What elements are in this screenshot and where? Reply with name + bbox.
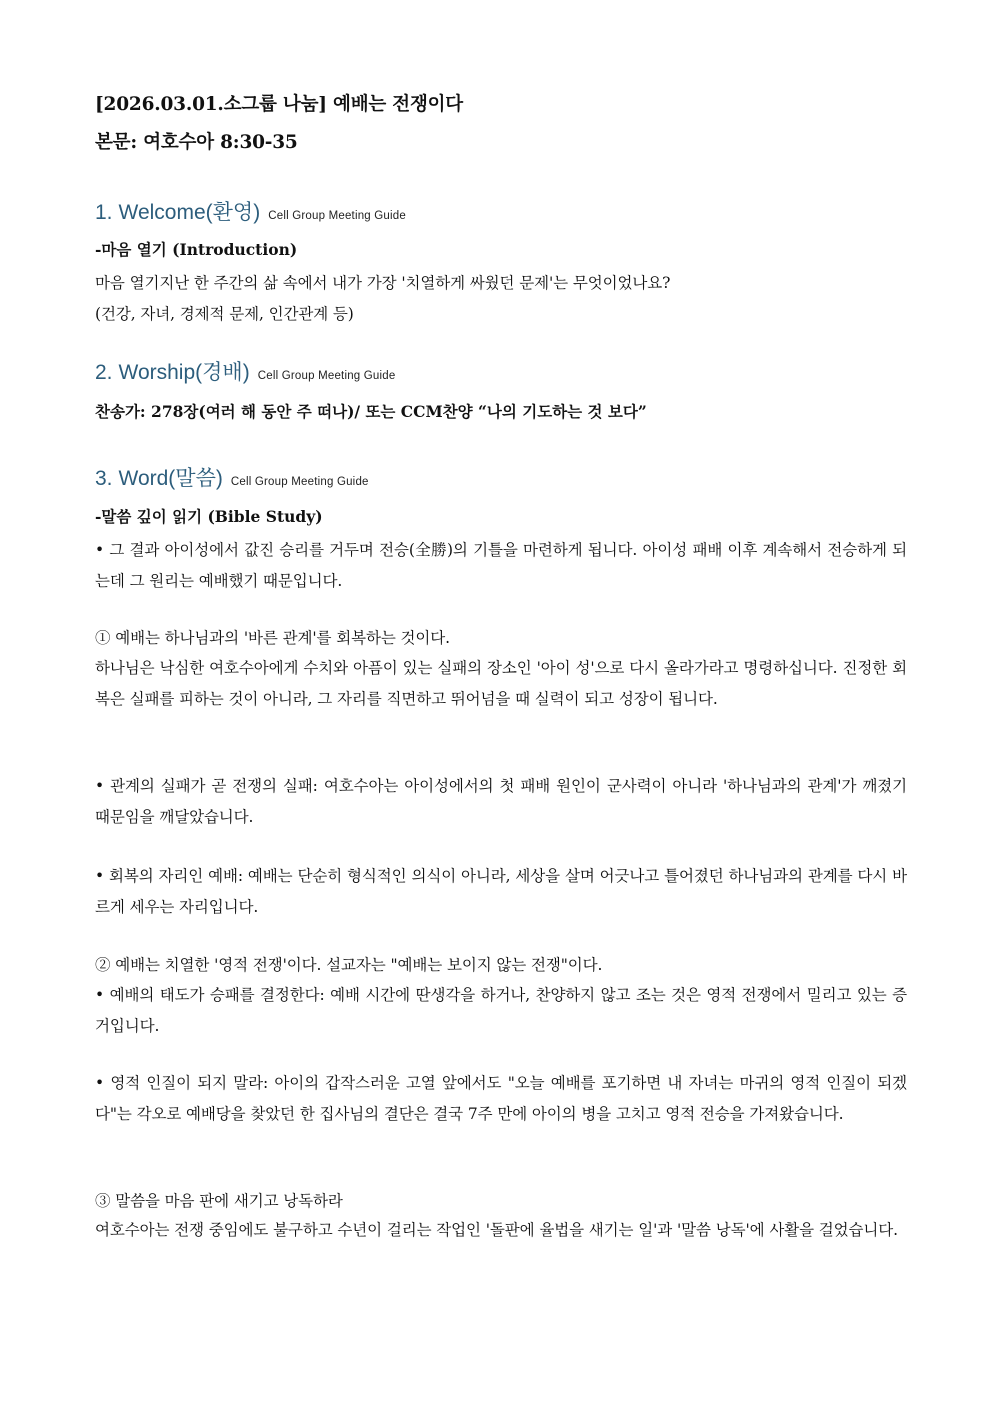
paragraph: 하나님은 낙심한 여호수아에게 수치와 아픔이 있는 실패의 장소인 '아이 성'으로 다시 올라가라고 명령하십니다. 진정한 회복은 실패를 피하는 것이 아니라, 그 자리를 직면하고 뛰어넘을 때 실력이 되고 성장이 됩니다. (95, 659, 907, 708)
section-number: 2. (95, 361, 113, 384)
section-2-heading (95, 358, 907, 391)
section-subtitle: Cell Group Meeting Guide (257, 370, 396, 382)
section-title: Worship(경배) (118, 361, 250, 384)
section-subtitle: Cell Group Meeting Guide (230, 476, 369, 488)
section-subtitle: Cell Group Meeting Guide (268, 210, 406, 222)
section-1-subheading: -마음 열기 (Introduction) (95, 240, 298, 259)
paragraph-bullet: • 예배의 태도가 승패를 결정한다: 예배 시간에 딴생각을 하거나, 찬양하지 않고 조는 것은 영적 전쟁에서 밀리고 있는 증거입니다. (95, 986, 907, 1035)
section-3-heading (95, 464, 907, 497)
point-heading: ① 예배는 하나님과의 '바른 관계'를 회복하는 것이다. (95, 629, 450, 647)
paragraph-bullet: • 회복의 자리인 예배: 예배는 단순히 형식적인 의식이 아니라, 세상을 살며 어긋나고 틀어졌던 하나님과의 관계를 다시 바르게 세우는 자리입니다. (95, 867, 907, 916)
paragraph: 여호수아는 전쟁 중임에도 불구하고 수년이 걸리는 작업인 '돌판에 율법을 새기는 일'과 '말씀 낭독'에 사활을 걸었습니다. (95, 1221, 898, 1239)
section-1-question: 마음 열기지난 한 주간의 삶 속에서 내가 가장 '치열하게 싸웠던 문제'는 무엇이었나요? (95, 274, 671, 292)
section-title: Welcome(환영) (118, 201, 261, 224)
section-1-examples: (건강, 자녀, 경제적 문제, 인간관계 등) (95, 305, 354, 323)
section-1-heading (95, 198, 907, 231)
point-heading: ③ 말씀을 마음 판에 새기고 낭독하라 (95, 1192, 343, 1210)
scripture-reference: 본문: 여호수아 8:30-35 (95, 132, 298, 153)
paragraph-bullet: • 그 결과 아이성에서 값진 승리를 거두며 전승(全勝)의 기틀을 마련하게 됩니다. 아이성 패배 이후 계속해서 전승하게 되는데 그 원리는 예배했기 때문입니다. (95, 541, 907, 590)
document-title: [2026.03.01.소그룹 나눔] 예배는 전쟁이다 (95, 94, 463, 115)
point-heading: ② 예배는 치열한 '영적 전쟁'이다. 설교자는 "예배는 보이지 않는 전쟁"이다. (95, 956, 603, 974)
section-3-subheading: -말씀 깊이 읽기 (Bible Study) (95, 507, 323, 526)
paragraph-bullet: • 관계의 실패가 곧 전쟁의 실패: 여호수아는 아이성에서의 첫 패배 원인이 군사력이 아니라 '하나님과의 관계'가 깨졌기 때문임을 깨달았습니다. (95, 777, 907, 826)
section-title: Word(말씀) (118, 467, 223, 490)
section-number: 3. (95, 467, 113, 490)
section-number: 1. (95, 201, 113, 224)
paragraph-bullet: • 영적 인질이 되지 말라: 아이의 갑작스러운 고열 앞에서도 "오늘 예배를 포기하면 내 자녀는 마귀의 영적 인질이 되겠다"는 각오로 예배당을 찾았던 한 집사님의 결단은 결국 7주 만에 아이의 병을 고치고 영적 전승을 가져왔습니다. (95, 1074, 907, 1123)
hymn-line: 찬송가: 278장(여러 해 동안 주 떠나)/ 또는 CCM찬양 “나의 기도하는 것 보다” (95, 402, 647, 421)
